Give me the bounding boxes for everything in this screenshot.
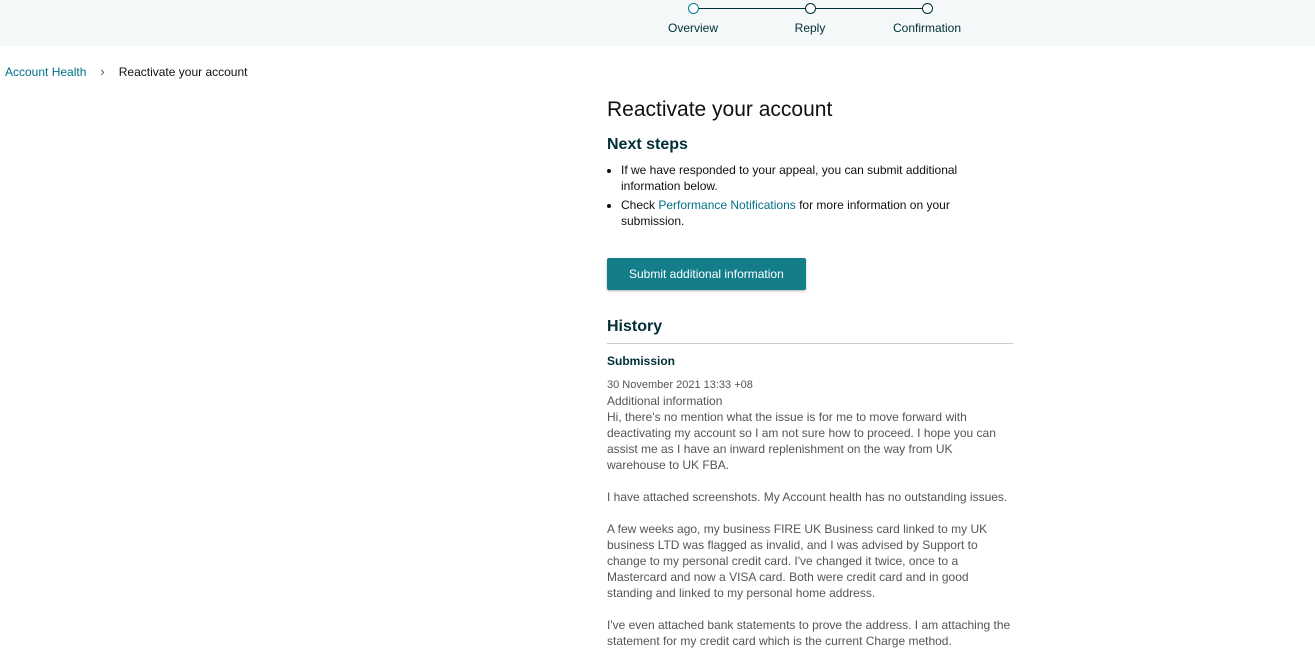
main-content xyxy=(607,96,1013,665)
submit-additional-information-button[interactable]: Submit additional information xyxy=(607,258,806,290)
list-item xyxy=(621,197,1013,229)
submission-title: Submission xyxy=(607,354,676,368)
list-item: • If we have responded to your appeal, you can submit additional information below. xyxy=(621,162,1013,194)
step-dot-reply xyxy=(805,3,816,14)
next-steps-list xyxy=(607,162,1013,229)
bullet-text: Check xyxy=(621,198,659,212)
breadcrumb xyxy=(5,64,247,79)
step-dot-confirmation xyxy=(922,3,933,14)
stepper-line xyxy=(697,8,805,9)
submission-timestamp: 30 November 2021 13:33 +08 xyxy=(607,379,753,391)
step-dot-overview xyxy=(688,3,699,14)
message-paragraph: I have attached screenshots. My Account health has no outstanding issues. xyxy=(607,490,1008,504)
progress-stepper xyxy=(0,0,1315,46)
submission-message xyxy=(607,409,1013,649)
breadcrumb-current: Reactivate your account xyxy=(118,64,248,79)
breadcrumb-account-health-link[interactable]: Account Health xyxy=(5,64,87,79)
step-label-confirmation: Confirmation xyxy=(892,21,962,35)
performance-notifications-link[interactable]: Performance Notifications xyxy=(658,198,796,212)
message-paragraph: A few weeks ago, my business FIRE UK Business card linked to my UK business LTD was flagged as invalid, and I was advised by Support to change to my personal credit card. I've changed it twice, once to a Mastercard and now a VISA card. Both were credit card and in good standing and linked to my personal home address. xyxy=(607,522,988,600)
bullet-text: for more information on your submission. xyxy=(621,198,950,228)
submission-type: Additional information xyxy=(607,394,723,408)
stepper-line xyxy=(814,8,922,9)
next-steps-heading: Next steps xyxy=(607,136,688,153)
step-label-reply: Reply xyxy=(794,21,826,35)
step-label-overview: Overview xyxy=(667,21,719,35)
history-heading: History xyxy=(607,318,1013,344)
chevron-right-icon: › xyxy=(100,64,105,79)
message-paragraph: Hi, there's no mention what the issue is for me to move forward with deactivating my account so I am not sure how to proceed. I hope you can assist me as I have an inward replenishment on the way from UK warehouse to UK FBA. xyxy=(607,410,996,472)
message-paragraph: I've even attached bank statements to prove the address. I am attaching the statement for my credit card which is the current Charge method. xyxy=(607,618,1011,648)
page-title: Reactivate your account xyxy=(607,98,833,121)
